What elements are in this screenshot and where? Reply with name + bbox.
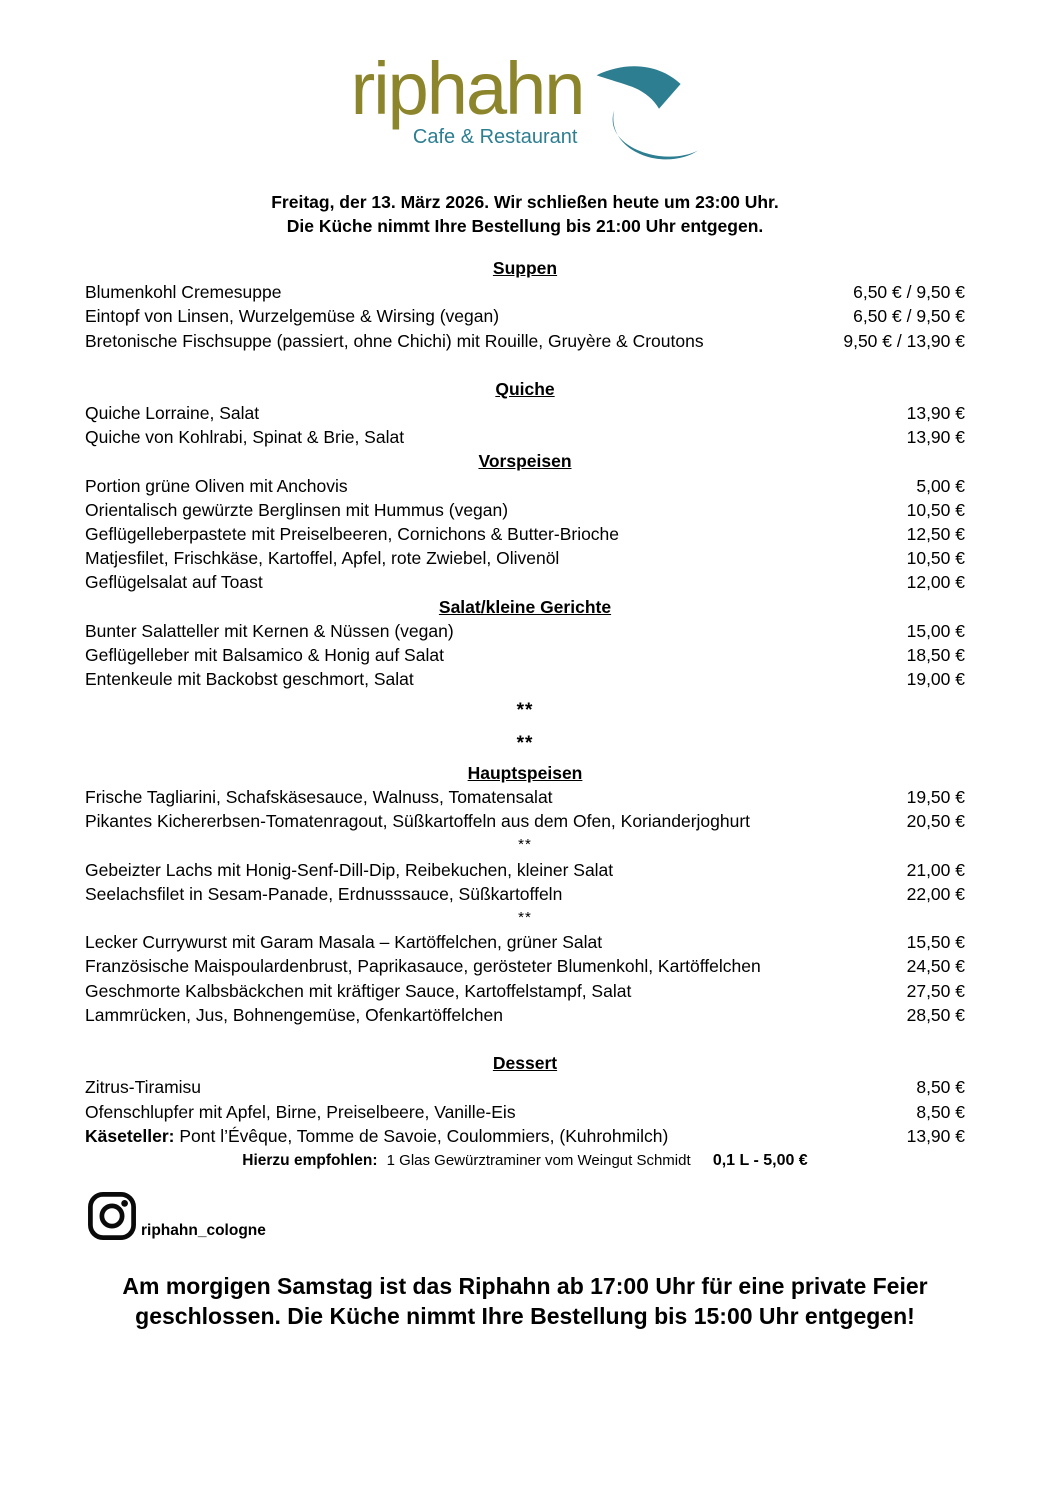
section-title-salat: Salat/kleine Gerichte (438, 596, 612, 617)
item-name: Lammrücken, Jus, Bohnengemüse, Ofenkartöffelchen (85, 1004, 503, 1025)
section-title-hauptspeisen: Hauptspeisen (467, 762, 583, 783)
section-separator: ** (516, 732, 534, 754)
section-title-quiche: Quiche (495, 378, 555, 399)
item-price: 15,50 € (906, 932, 965, 953)
menu-item-row (85, 474, 965, 498)
item-name: Pikantes Kichererbsen-Tomatenragout, Süßkartoffeln aus dem Ofen, Korianderjoghurt (85, 811, 751, 832)
menu-item-row (85, 401, 965, 425)
menu-item-row (85, 1075, 965, 1099)
menu-item-row (85, 1124, 965, 1148)
item-name: Orientalisch gewürzte Berglinsen mit Hummus (vegan) (85, 499, 509, 520)
menu-item-row (85, 498, 965, 522)
item-price: 13,90 € (906, 403, 965, 424)
menu-item-row (85, 619, 965, 643)
menu-item-row (85, 425, 965, 449)
item-name-prefix: Käseteller: (85, 1125, 175, 1146)
footer-notice-line1: Am morgigen Samstag ist das Riphahn ab 17:00 Uhr für eine private Feier (122, 1273, 928, 1300)
section-title-dessert: Dessert (492, 1053, 558, 1074)
item-name: Französische Maispoulardenbrust, Paprikasauce, gerösteter Blumenkohl, Kartöffelchen (85, 956, 761, 977)
item-name: Zitrus-Tiramisu (85, 1077, 202, 1098)
brand-subtitle: Cafe & Restaurant (412, 126, 578, 149)
menu (85, 256, 965, 1173)
item-price: 19,00 € (906, 669, 965, 690)
wine-recommendation (85, 1149, 965, 1173)
menu-item-row (85, 280, 965, 304)
menu-item-row (85, 1100, 965, 1124)
footer-notice-line2: geschlossen. Die Küche nimmt Ihre Bestellung bis 15:00 Uhr entgegen! (135, 1303, 915, 1330)
brand-wordmark: riphahn (350, 47, 584, 130)
recommendation-label: Hierzu empfohlen: (242, 1151, 378, 1169)
item-price: 10,50 € (906, 499, 965, 520)
recommendation-text: 1 Glas Gewürztraminer vom Weingut Schmidt (386, 1151, 691, 1169)
item-price: 27,50 € (906, 980, 965, 1001)
item-price: 5,00 € (916, 475, 965, 496)
item-name: Geflügelleberpastete mit Preiselbeeren, Cornichons & Butter-Brioche (85, 524, 620, 545)
item-price: 28,50 € (906, 1004, 965, 1025)
menu-item-row (85, 304, 965, 328)
item-name: Frische Tagliarini, Schafskäsesauce, Walnuss, Tomatensalat (85, 787, 553, 808)
item-name: Eintopf von Linsen, Wurzelgemüse & Wirsing (vegan) (85, 306, 500, 327)
menu-item-row (85, 930, 965, 954)
menu-item-row (85, 954, 965, 978)
item-price: 6,50 € / 9,50 € (853, 306, 965, 327)
item-name: Quiche Lorraine, Salat (85, 403, 260, 424)
item-price: 12,00 € (906, 572, 965, 593)
opening-notice-line2: Die Küche nimmt Ihre Bestellung bis 21:00 Uhr entgegen. (286, 216, 764, 236)
section-separator: ** (516, 700, 534, 722)
item-price: 19,50 € (906, 787, 965, 808)
menu-item-row (85, 979, 965, 1003)
item-name: Käseteller: Pont l’Évêque, Tomme de Savoie, Coulommiers, (Kuhrohmilch) (85, 1125, 669, 1146)
item-name: Entenkeule mit Backobst geschmort, Salat (85, 669, 414, 690)
item-price: 20,50 € (906, 811, 965, 832)
menu-item-row (85, 329, 965, 353)
item-price: 10,50 € (906, 548, 965, 569)
item-name: Matjesfilet, Frischkäse, Kartoffel, Apfel, rote Zwiebel, Olivenöl (85, 548, 560, 569)
item-name: Bunter Salatteller mit Kernen & Nüssen (vegan) (85, 620, 454, 641)
menu-item-row (85, 1003, 965, 1027)
section-title-vorspeisen: Vorspeisen (478, 451, 572, 472)
item-price: 22,00 € (906, 883, 965, 904)
menu-item-row (85, 785, 965, 809)
item-name: Bretonische Fischsuppe (passiert, ohne Chichi) mit Rouille, Gruyère & Croutons (85, 330, 704, 351)
item-price: 15,00 € (906, 620, 965, 641)
item-separator: ** (518, 836, 532, 854)
item-name: Gebeizter Lachs mit Honig-Senf-Dill-Dip, Reibekuchen, kleiner Salat (85, 859, 614, 880)
opening-notice-line1: Freitag, der 13. März 2026. Wir schließen heute um 23:00 Uhr. (271, 192, 779, 212)
menu-item-row (85, 809, 965, 833)
item-price: 12,50 € (906, 524, 965, 545)
item-separator: ** (518, 909, 532, 927)
instagram-icon (85, 1189, 139, 1243)
item-price: 8,50 € (916, 1101, 965, 1122)
item-name: Geflügelsalat auf Toast (85, 572, 263, 593)
item-name: Geschmorte Kalbsbäckchen mit kräftiger Sauce, Kartoffelstampf, Salat (85, 980, 632, 1001)
item-price: 13,90 € (906, 1125, 965, 1146)
item-name: Lecker Currywurst mit Garam Masala – Kartöffelchen, grüner Salat (85, 932, 603, 953)
menu-item-row (85, 882, 965, 906)
instagram-handle: riphahn_cologne (141, 1222, 266, 1240)
item-price: 24,50 € (906, 956, 965, 977)
item-name: Quiche von Kohlrabi, Spinat & Brie, Salat (85, 427, 405, 448)
menu-item-row (85, 667, 965, 691)
item-price: 21,00 € (906, 859, 965, 880)
menu-item-row (85, 570, 965, 594)
item-name: Blumenkohl Cremesuppe (85, 282, 282, 303)
menu-item-row (85, 858, 965, 882)
item-price: 8,50 € (916, 1077, 965, 1098)
recommendation-price: 0,1 L - 5,00 € (712, 1151, 808, 1169)
item-name: Geflügelleber mit Balsamico & Honig auf Salat (85, 645, 444, 666)
logo-text-block (350, 47, 584, 149)
opening-notice (85, 190, 965, 238)
restaurant-logo (85, 47, 965, 182)
section-title-suppen: Suppen (492, 258, 558, 278)
instagram-block (85, 1189, 965, 1243)
menu-item-row (85, 643, 965, 667)
item-price: 13,90 € (906, 427, 965, 448)
item-name: Portion grüne Oliven mit Anchovis (85, 475, 348, 496)
footer-notice (85, 1271, 965, 1331)
item-name: Ofenschlupfer mit Apfel, Birne, Preiselbeere, Vanille-Eis (85, 1101, 516, 1122)
menu-item-row (85, 546, 965, 570)
menu-item-row (85, 522, 965, 546)
item-price: 18,50 € (906, 645, 965, 666)
item-name: Seelachsfilet in Sesam-Panade, Erdnusssauce, Süßkartoffeln (85, 883, 563, 904)
logo-swoosh-icon (595, 50, 699, 174)
item-price: 6,50 € / 9,50 € (853, 282, 965, 303)
item-price: 9,50 € / 13,90 € (843, 330, 965, 351)
